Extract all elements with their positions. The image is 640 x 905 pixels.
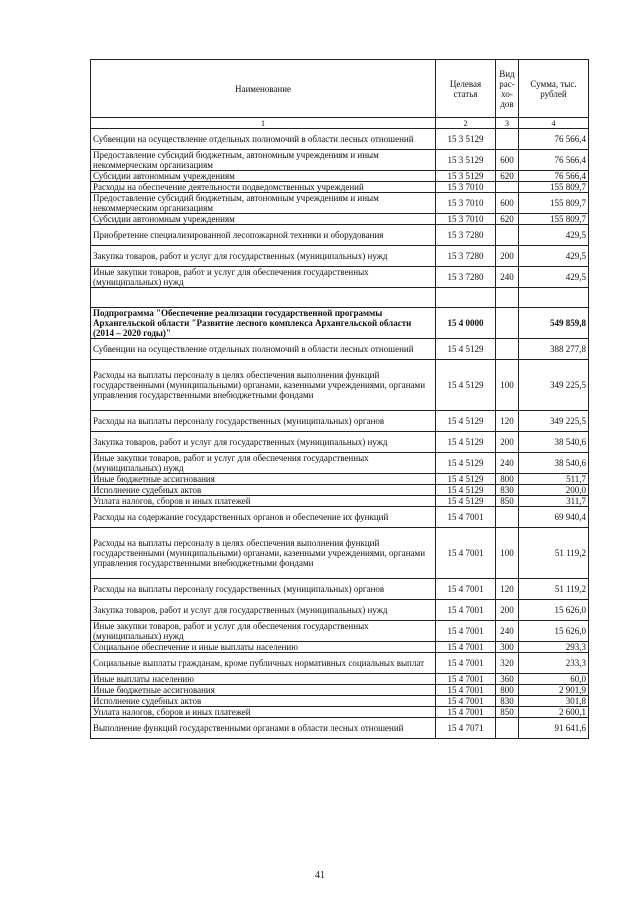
row-expense-kind: 100 [496,360,519,411]
row-sum: 429,5 [519,225,589,246]
row-target-article [436,288,496,308]
row-sum: 311,7 [519,496,589,507]
row-sum: 76 566,4 [519,129,589,150]
row-expense-kind: 320 [496,653,519,674]
row-expense-kind: 620 [496,171,519,182]
table-row [91,696,589,707]
table-body [91,129,589,739]
row-name: Субвенции на осуществление отдельных полномочий в области лесных отношений [91,339,436,360]
row-expense-kind: 850 [496,496,519,507]
row-target-article: 15 4 7001 [436,642,496,653]
row-expense-kind: 240 [496,453,519,474]
row-name: Закупка товаров, работ и услуг для государственных (муниципальных) нужд [91,432,436,453]
row-sum: 293,3 [519,642,589,653]
row-sum [519,288,589,308]
row-expense-kind: 120 [496,411,519,432]
row-target-article: 15 4 7001 [436,600,496,621]
row-target-article: 15 4 5129 [436,485,496,496]
row-sum: 429,5 [519,246,589,267]
row-sum: 2 901,9 [519,685,589,696]
row-name [91,288,436,308]
row-expense-kind: 240 [496,621,519,642]
row-sum: 155 809,7 [519,214,589,225]
table-row [91,339,589,360]
table-row [91,507,589,528]
table-row [91,360,589,411]
row-expense-kind [496,182,519,193]
column-number-row [91,118,589,129]
row-name: Предоставление субсидий бюджетным, автономным учреждениям и иным некоммерческим организациям [91,150,436,171]
row-name: Иные закупки товаров, работ и услуг для обеспечения государственных (муниципальных) нужд [91,267,436,288]
table-row [91,685,589,696]
row-sum: 38 540,6 [519,453,589,474]
table-row [91,129,589,150]
row-expense-kind: 600 [496,193,519,214]
row-sum: 549 859,8 [519,308,589,339]
row-target-article: 15 4 7001 [436,674,496,685]
row-sum: 51 119,2 [519,528,589,579]
row-target-article: 15 3 7010 [436,182,496,193]
row-expense-kind [496,129,519,150]
column-number-3: 3 [496,118,519,129]
table-row [91,474,589,485]
row-name: Предоставление субсидий бюджетным, автономным учреждениям и иным некоммерческим организациям [91,193,436,214]
header-name: Наименование [91,60,436,118]
row-expense-kind: 200 [496,246,519,267]
table-row [91,600,589,621]
row-target-article: 15 4 7001 [436,528,496,579]
row-expense-kind [496,718,519,739]
row-sum: 301,8 [519,696,589,707]
row-name: Уплата налогов, сборов и иных платежей [91,496,436,507]
row-target-article: 15 4 5129 [436,360,496,411]
row-expense-kind: 830 [496,696,519,707]
row-name: Расходы на выплаты персоналу в целях обеспечения выполнения функций государственными (муниципальными) органами, казенными учреждениями, органами управления государственными внебюджетными фондами [91,528,436,579]
row-name: Расходы на обеспечение деятельности подведомственных учреждений [91,182,436,193]
row-name: Расходы на выплаты персоналу в целях обеспечения выполнения функций государственными (муниципальными) органами, казенными учреждениями, органами управления государственными внебюджетными фондами [91,360,436,411]
row-target-article: 15 4 5129 [436,432,496,453]
row-expense-kind: 120 [496,579,519,600]
row-name: Уплата налогов, сборов и иных платежей [91,707,436,718]
row-name: Иные бюджетные ассигнования [91,474,436,485]
row-target-article: 15 3 5129 [436,150,496,171]
table-row [91,485,589,496]
row-expense-kind [496,339,519,360]
row-sum: 429,5 [519,267,589,288]
table-row [91,707,589,718]
table-row [91,453,589,474]
table-row [91,579,589,600]
header-expense-kind: Вид рас-хо-дов [496,60,519,118]
page-number: 41 [315,870,325,881]
row-expense-kind: 240 [496,267,519,288]
row-name: Социальное обеспечение и иные выплаты населению [91,642,436,653]
header-sum: Сумма, тыс. рублей [519,60,589,118]
row-sum: 38 540,6 [519,432,589,453]
row-expense-kind: 100 [496,528,519,579]
row-sum: 91 641,6 [519,718,589,739]
row-target-article: 15 4 5129 [436,453,496,474]
row-expense-kind [496,507,519,528]
header-target-article: Целевая статья [436,60,496,118]
row-target-article: 15 4 5129 [436,474,496,485]
row-target-article: 15 4 0000 [436,308,496,339]
row-target-article: 15 4 7001 [436,653,496,674]
row-name: Исполнение судебных актов [91,485,436,496]
column-number-1: 1 [91,118,436,129]
row-name: Социальные выплаты гражданам, кроме публичных нормативных социальных выплат [91,653,436,674]
row-sum: 200,0 [519,485,589,496]
table-row [91,496,589,507]
row-name: Субсидии автономным учреждениям [91,171,436,182]
table-row [91,288,589,308]
row-name: Иные выплаты населению [91,674,436,685]
row-target-article: 15 3 7280 [436,225,496,246]
row-name: Закупка товаров, работ и услуг для государственных (муниципальных) нужд [91,600,436,621]
row-expense-kind: 850 [496,707,519,718]
row-sum: 349 225,5 [519,360,589,411]
table-header-row [91,60,589,118]
row-expense-kind: 200 [496,432,519,453]
table-row [91,674,589,685]
row-target-article: 15 4 5129 [436,411,496,432]
row-target-article: 15 3 7280 [436,267,496,288]
row-name: Расходы на содержание государственных органов и обеспечение их функций [91,507,436,528]
row-name: Субвенции на осуществление отдельных полномочий в области лесных отношений [91,129,436,150]
row-expense-kind [496,308,519,339]
row-sum: 388 277,8 [519,339,589,360]
row-sum: 155 809,7 [519,182,589,193]
column-number-4: 4 [519,118,589,129]
row-target-article: 15 3 5129 [436,171,496,182]
row-expense-kind: 620 [496,214,519,225]
table-row [91,432,589,453]
row-sum: 69 940,4 [519,507,589,528]
row-sum: 349 225,5 [519,411,589,432]
table-row [91,182,589,193]
row-target-article: 15 3 7010 [436,193,496,214]
table-row [91,214,589,225]
table-row [91,308,589,339]
row-target-article: 15 3 7280 [436,246,496,267]
table-row [91,411,589,432]
row-sum: 511,7 [519,474,589,485]
row-sum: 51 119,2 [519,579,589,600]
row-expense-kind: 800 [496,474,519,485]
row-name: Подпрограмма "Обеспечение реализации государственной программы Архангельской области "Развитие лесного комплекса Архангельской области (2014 – 2020 годы)" [91,308,436,339]
row-sum: 76 566,4 [519,150,589,171]
row-target-article: 15 4 7001 [436,707,496,718]
row-name: Закупка товаров, работ и услуг для государственных (муниципальных) нужд [91,246,436,267]
row-target-article: 15 3 5129 [436,129,496,150]
row-sum: 2 600,1 [519,707,589,718]
row-name: Иные закупки товаров, работ и услуг для обеспечения государственных (муниципальных) нужд [91,453,436,474]
row-target-article: 15 4 7001 [436,579,496,600]
row-sum: 60,0 [519,674,589,685]
column-number-2: 2 [436,118,496,129]
row-expense-kind [496,225,519,246]
row-sum: 155 809,7 [519,193,589,214]
row-target-article: 15 4 7001 [436,507,496,528]
row-expense-kind: 200 [496,600,519,621]
row-name: Выполнение функций государственными органами в области лесных отношений [91,718,436,739]
row-name: Приобретение специализированной лесопожарной техники и оборудования [91,225,436,246]
table-row [91,642,589,653]
row-target-article: 15 4 7001 [436,685,496,696]
row-expense-kind: 300 [496,642,519,653]
table-row [91,718,589,739]
row-name: Исполнение судебных актов [91,696,436,707]
row-name: Субсидии автономным учреждениям [91,214,436,225]
row-expense-kind: 600 [496,150,519,171]
row-expense-kind: 360 [496,674,519,685]
table-row [91,150,589,171]
row-target-article: 15 4 7001 [436,696,496,707]
row-name: Расходы на выплаты персоналу государственных (муниципальных) органов [91,411,436,432]
row-target-article: 15 4 7071 [436,718,496,739]
table-row [91,193,589,214]
budget-table [90,59,589,739]
row-target-article: 15 3 7010 [436,214,496,225]
row-sum: 15 626,0 [519,621,589,642]
row-name: Расходы на выплаты персоналу государственных (муниципальных) органов [91,579,436,600]
row-sum: 233,3 [519,653,589,674]
row-target-article: 15 4 5129 [436,339,496,360]
row-name: Иные закупки товаров, работ и услуг для обеспечения государственных (муниципальных) нужд [91,621,436,642]
row-sum: 76 566,4 [519,171,589,182]
row-expense-kind [496,288,519,308]
table-row [91,528,589,579]
row-sum: 15 626,0 [519,600,589,621]
row-target-article: 15 4 7001 [436,621,496,642]
table-row [91,653,589,674]
row-expense-kind: 830 [496,485,519,496]
table-row [91,246,589,267]
row-name: Иные бюджетные ассигнования [91,685,436,696]
row-expense-kind: 800 [496,685,519,696]
table-row [91,225,589,246]
table-row [91,267,589,288]
row-target-article: 15 4 5129 [436,496,496,507]
table-row [91,621,589,642]
table-row [91,171,589,182]
